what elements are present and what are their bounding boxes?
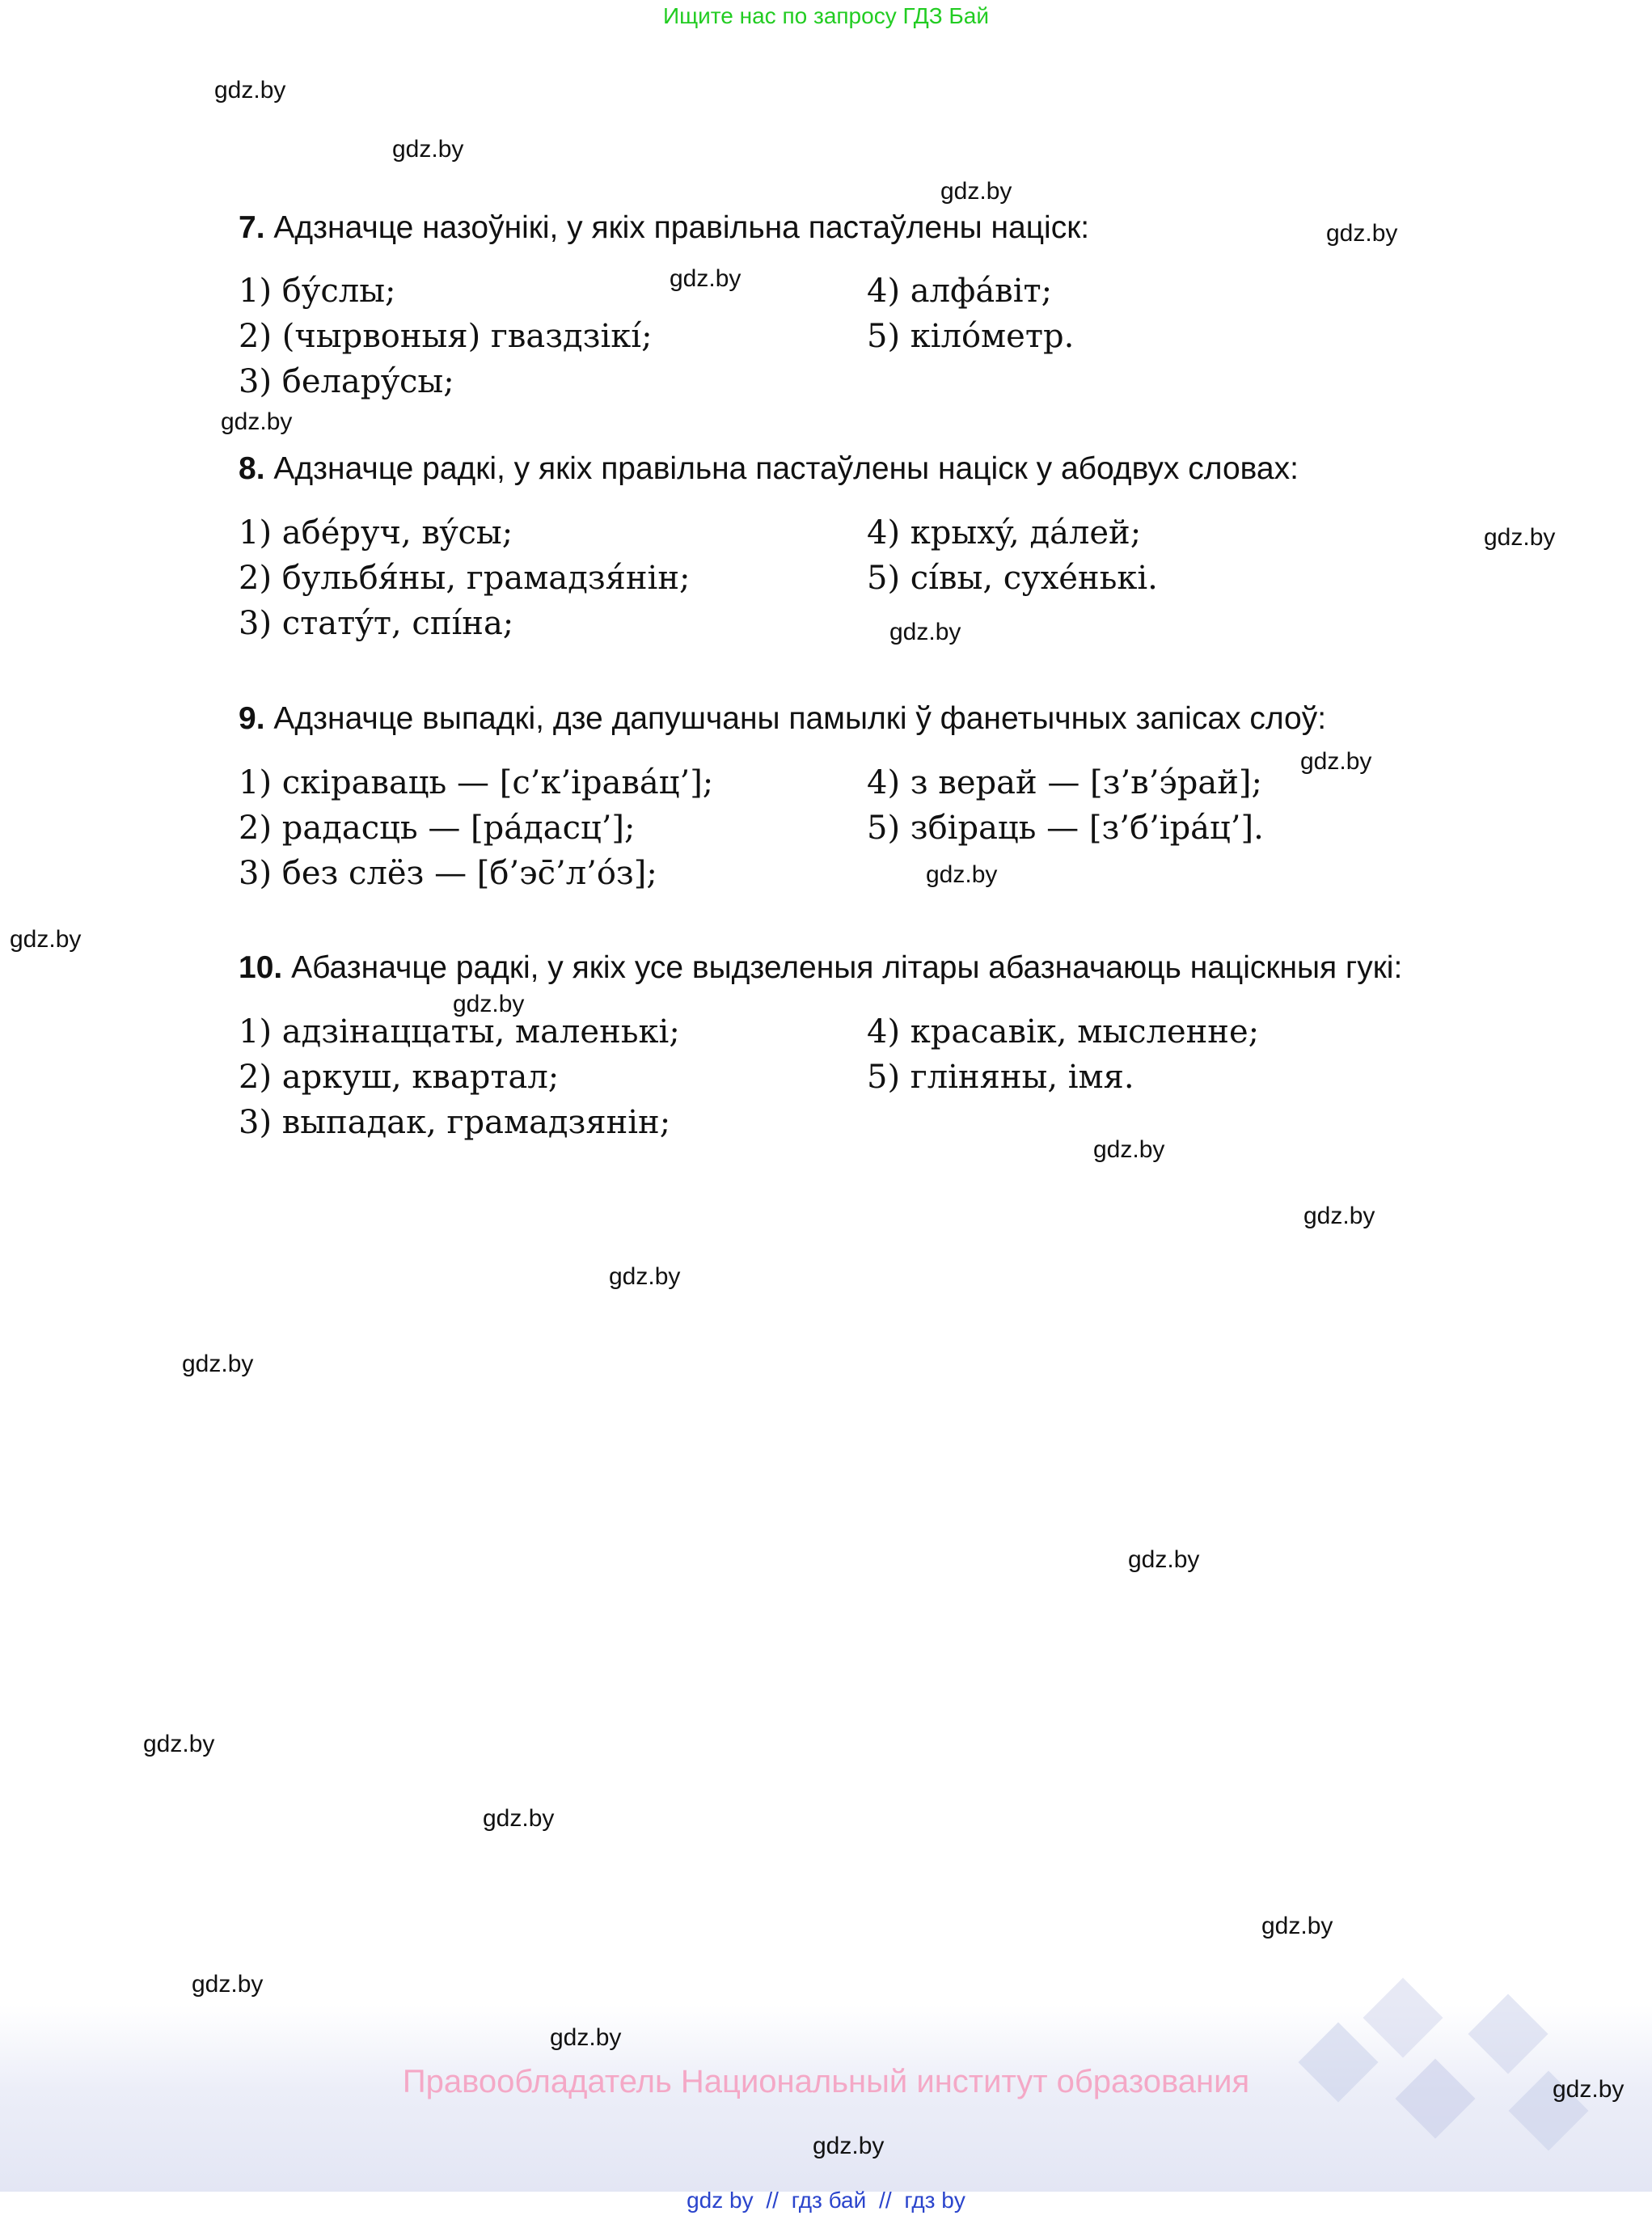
link-gdz-bai[interactable]: гдз бай xyxy=(791,2188,867,2213)
watermark: gdz.by xyxy=(192,1971,264,1998)
option-9-5: 5) збіраць — [з’б’ірáц’]. xyxy=(867,810,1264,847)
top-banner[interactable]: Ищите нас по запросу ГДЗ Бай xyxy=(662,3,990,28)
question-text: Адзначце выпадкі, дзе дапушчаны памылкі ў фанетычных запісах слоў: xyxy=(273,701,1327,736)
watermark: gdz.by xyxy=(143,1731,215,1757)
option-10-2: 2) аркуш, квартал; xyxy=(239,1059,560,1096)
option-8-1: 1) абе́руч, вýсы; xyxy=(239,514,513,552)
option-8-5: 5) сíвы, сухе́нькі. xyxy=(867,560,1158,597)
option-7-1: 1) бу́слы; xyxy=(239,273,396,310)
watermark: gdz.by xyxy=(550,2024,622,2051)
option-8-4: 4) крыхý, да́лей; xyxy=(867,514,1142,552)
option-8-2: 2) бульбя́ны, грамадзя́нін; xyxy=(239,560,691,597)
watermark: gdz.by xyxy=(1128,1546,1200,1573)
option-10-4: 4) красавік, мысленне; xyxy=(867,1013,1260,1051)
option-9-1: 1) скіраваць — [с’к’іравáц’]; xyxy=(239,764,714,801)
watermark: gdz.by xyxy=(10,926,82,953)
option-10-1: 1) адзінаццаты, маленькі; xyxy=(239,1013,680,1051)
watermark: gdz.by xyxy=(940,178,1012,205)
watermark: gdz.by xyxy=(609,1263,681,1290)
watermark: gdz.by xyxy=(221,408,293,435)
question-10 xyxy=(239,950,1402,986)
option-9-4: 4) з верай — [з’в’э́рай]; xyxy=(867,764,1263,801)
question-text: Адзначце радкі, у якіх правільна пастаўлены націск у абодвух словах: xyxy=(273,451,1299,486)
link-separator: // xyxy=(766,2188,779,2213)
question-7 xyxy=(239,210,1089,246)
option-10-5: 5) гліняны, імя. xyxy=(867,1059,1134,1096)
link-gdz-by[interactable]: gdz by xyxy=(687,2188,754,2213)
question-9 xyxy=(239,701,1326,737)
question-number: 8. xyxy=(239,451,265,486)
watermark: gdz.by xyxy=(1261,1913,1333,1939)
watermark: gdz.by xyxy=(1484,524,1556,551)
watermark: gdz.by xyxy=(214,77,286,104)
watermark: gdz.by xyxy=(392,136,464,163)
watermark: gdz.by xyxy=(182,1351,254,1377)
watermark: gdz.by xyxy=(1093,1136,1165,1163)
option-9-3: 3) без слёз — [б’эс̄’л’óз]; xyxy=(239,855,657,892)
option-8-3: 3) статýт, спíна; xyxy=(239,605,514,642)
watermark: gdz.by xyxy=(1303,1203,1375,1229)
watermark: gdz.by xyxy=(926,861,998,888)
watermark: gdz.by xyxy=(1300,748,1372,775)
watermark: gdz.by xyxy=(813,2133,885,2159)
question-number: 9. xyxy=(239,701,265,736)
option-7-2: 2) (чырвоныя) гваздзікí; xyxy=(239,318,653,355)
question-text: Адзначце назоўнікі, у якіх правільна пастаўлены націск: xyxy=(273,210,1090,245)
question-8 xyxy=(239,451,1299,487)
watermark: gdz.by xyxy=(889,619,961,645)
option-10-3: 3) выпадак, грамадзянін; xyxy=(239,1104,671,1141)
bottom-links xyxy=(0,2188,1652,2213)
link-separator: // xyxy=(879,2188,892,2213)
watermark: gdz.by xyxy=(670,265,741,292)
option-7-5: 5) кіло́метр. xyxy=(867,318,1075,355)
question-number: 7. xyxy=(239,210,265,245)
watermark: gdz.by xyxy=(453,991,525,1017)
option-7-4: 4) алфа́віт; xyxy=(867,273,1053,310)
watermark: gdz.by xyxy=(1553,2076,1625,2103)
copyright-notice: Правообладатель Национальный институт образования xyxy=(402,2064,1250,2099)
watermark: gdz.by xyxy=(1326,220,1398,247)
option-9-2: 2) радасць — [рáдасц’]; xyxy=(239,810,636,847)
option-7-3: 3) беларýсы; xyxy=(239,363,454,400)
question-text: Абазначце радкі, у якіх усе выдзеленыя літары абазначаюць націскныя гукі: xyxy=(291,950,1403,985)
watermark: gdz.by xyxy=(483,1805,555,1832)
question-number: 10. xyxy=(239,950,283,985)
link-gdz-by-alt[interactable]: гдз by xyxy=(904,2188,965,2213)
